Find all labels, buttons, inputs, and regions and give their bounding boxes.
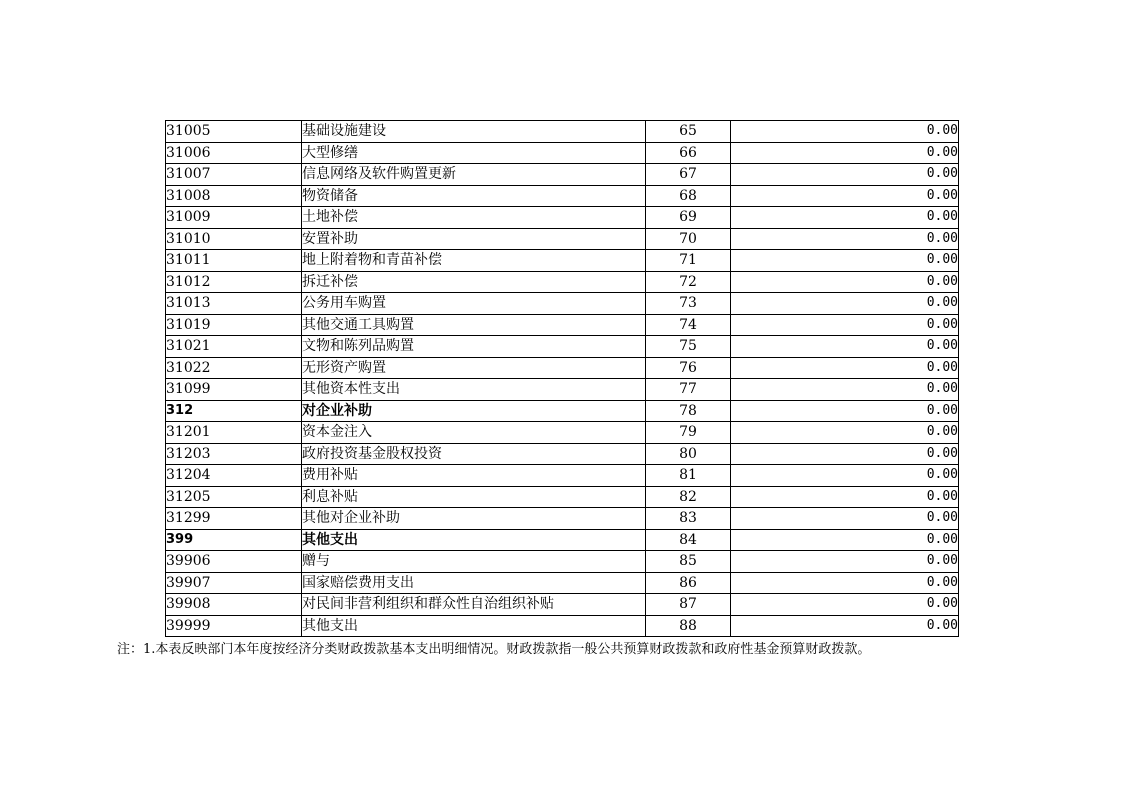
amount-cell: 0.00 bbox=[731, 379, 959, 401]
amount-cell: 0.00 bbox=[731, 314, 959, 336]
account-name-cell: 安置补助 bbox=[302, 228, 646, 250]
line-number-cell: 86 bbox=[646, 572, 731, 594]
account-name-cell: 赠与 bbox=[302, 551, 646, 573]
account-code-cell: 39908 bbox=[166, 594, 302, 616]
account-code-cell: 31009 bbox=[166, 207, 302, 229]
account-name-cell: 其他对企业补助 bbox=[302, 508, 646, 530]
account-code-cell: 31006 bbox=[166, 142, 302, 164]
table-row bbox=[166, 293, 959, 315]
account-code-cell: 31019 bbox=[166, 314, 302, 336]
line-number-cell: 76 bbox=[646, 357, 731, 379]
table-row bbox=[166, 508, 959, 530]
account-code-cell: 39999 bbox=[166, 615, 302, 637]
amount-cell: 0.00 bbox=[731, 400, 959, 422]
account-code-cell: 31010 bbox=[166, 228, 302, 250]
table-row bbox=[166, 142, 959, 164]
table-row bbox=[166, 357, 959, 379]
account-name-cell: 对民间非营利组织和群众性自治组织补贴 bbox=[302, 594, 646, 616]
account-name-cell: 土地补偿 bbox=[302, 207, 646, 229]
account-name-cell: 基础设施建设 bbox=[302, 121, 646, 143]
table-group-row bbox=[166, 400, 959, 422]
expenditure-table bbox=[165, 120, 959, 637]
amount-cell: 0.00 bbox=[731, 142, 959, 164]
account-code-cell: 31205 bbox=[166, 486, 302, 508]
table-row bbox=[166, 572, 959, 594]
account-name-cell: 其他支出 bbox=[302, 615, 646, 637]
table-row bbox=[166, 465, 959, 487]
table-row bbox=[166, 164, 959, 186]
table-row bbox=[166, 486, 959, 508]
line-number-cell: 68 bbox=[646, 185, 731, 207]
account-code-cell: 399 bbox=[166, 529, 302, 551]
account-name-cell: 其他支出 bbox=[302, 529, 646, 551]
table-row bbox=[166, 594, 959, 616]
table-row bbox=[166, 121, 959, 143]
amount-cell: 0.00 bbox=[731, 443, 959, 465]
amount-cell: 0.00 bbox=[731, 250, 959, 272]
account-name-cell: 资本金注入 bbox=[302, 422, 646, 444]
line-number-cell: 87 bbox=[646, 594, 731, 616]
amount-cell: 0.00 bbox=[731, 164, 959, 186]
account-name-cell: 无形资产购置 bbox=[302, 357, 646, 379]
table-body bbox=[166, 121, 959, 637]
account-name-cell: 信息网络及软件购置更新 bbox=[302, 164, 646, 186]
account-name-cell: 对企业补助 bbox=[302, 400, 646, 422]
amount-cell: 0.00 bbox=[731, 529, 959, 551]
amount-cell: 0.00 bbox=[731, 572, 959, 594]
line-number-cell: 74 bbox=[646, 314, 731, 336]
amount-cell: 0.00 bbox=[731, 551, 959, 573]
table-row bbox=[166, 336, 959, 358]
account-code-cell: 31013 bbox=[166, 293, 302, 315]
table-row bbox=[166, 551, 959, 573]
line-number-cell: 75 bbox=[646, 336, 731, 358]
table-row bbox=[166, 250, 959, 272]
account-name-cell: 国家赔偿费用支出 bbox=[302, 572, 646, 594]
amount-cell: 0.00 bbox=[731, 185, 959, 207]
line-number-cell: 85 bbox=[646, 551, 731, 573]
account-name-cell: 拆迁补偿 bbox=[302, 271, 646, 293]
line-number-cell: 73 bbox=[646, 293, 731, 315]
amount-cell: 0.00 bbox=[731, 357, 959, 379]
table-row bbox=[166, 228, 959, 250]
table-row bbox=[166, 185, 959, 207]
account-code-cell: 31008 bbox=[166, 185, 302, 207]
line-number-cell: 82 bbox=[646, 486, 731, 508]
amount-cell: 0.00 bbox=[731, 508, 959, 530]
account-name-cell: 大型修缮 bbox=[302, 142, 646, 164]
account-name-cell: 其他交通工具购置 bbox=[302, 314, 646, 336]
amount-cell: 0.00 bbox=[731, 486, 959, 508]
account-code-cell: 31005 bbox=[166, 121, 302, 143]
account-code-cell: 31203 bbox=[166, 443, 302, 465]
line-number-cell: 71 bbox=[646, 250, 731, 272]
table-row bbox=[166, 422, 959, 444]
account-code-cell: 31299 bbox=[166, 508, 302, 530]
line-number-cell: 79 bbox=[646, 422, 731, 444]
line-number-cell: 83 bbox=[646, 508, 731, 530]
account-code-cell: 39906 bbox=[166, 551, 302, 573]
account-code-cell: 31201 bbox=[166, 422, 302, 444]
line-number-cell: 69 bbox=[646, 207, 731, 229]
amount-cell: 0.00 bbox=[731, 465, 959, 487]
account-name-cell: 物资储备 bbox=[302, 185, 646, 207]
line-number-cell: 88 bbox=[646, 615, 731, 637]
account-code-cell: 31011 bbox=[166, 250, 302, 272]
amount-cell: 0.00 bbox=[731, 422, 959, 444]
amount-cell: 0.00 bbox=[731, 228, 959, 250]
account-name-cell: 公务用车购置 bbox=[302, 293, 646, 315]
account-code-cell: 39907 bbox=[166, 572, 302, 594]
account-code-cell: 31007 bbox=[166, 164, 302, 186]
line-number-cell: 65 bbox=[646, 121, 731, 143]
amount-cell: 0.00 bbox=[731, 207, 959, 229]
line-number-cell: 72 bbox=[646, 271, 731, 293]
table-footnote: 注：1.本表反映部门本年度按经济分类财政拨款基本支出明细情况。财政拨款指一般公共预算财政拨款和政府性基金预算财政拨款。 bbox=[117, 642, 871, 657]
account-code-cell: 31012 bbox=[166, 271, 302, 293]
account-name-cell: 地上附着物和青苗补偿 bbox=[302, 250, 646, 272]
line-number-cell: 78 bbox=[646, 400, 731, 422]
table-row bbox=[166, 443, 959, 465]
line-number-cell: 67 bbox=[646, 164, 731, 186]
amount-cell: 0.00 bbox=[731, 121, 959, 143]
account-name-cell: 利息补贴 bbox=[302, 486, 646, 508]
account-name-cell: 政府投资基金股权投资 bbox=[302, 443, 646, 465]
line-number-cell: 81 bbox=[646, 465, 731, 487]
account-code-cell: 312 bbox=[166, 400, 302, 422]
line-number-cell: 80 bbox=[646, 443, 731, 465]
table-row bbox=[166, 271, 959, 293]
line-number-cell: 66 bbox=[646, 142, 731, 164]
table-row bbox=[166, 615, 959, 637]
table-row bbox=[166, 314, 959, 336]
amount-cell: 0.00 bbox=[731, 293, 959, 315]
account-code-cell: 31022 bbox=[166, 357, 302, 379]
line-number-cell: 70 bbox=[646, 228, 731, 250]
account-name-cell: 费用补贴 bbox=[302, 465, 646, 487]
table-group-row bbox=[166, 529, 959, 551]
account-code-cell: 31099 bbox=[166, 379, 302, 401]
account-name-cell: 其他资本性支出 bbox=[302, 379, 646, 401]
account-code-cell: 31204 bbox=[166, 465, 302, 487]
amount-cell: 0.00 bbox=[731, 615, 959, 637]
line-number-cell: 84 bbox=[646, 529, 731, 551]
line-number-cell: 77 bbox=[646, 379, 731, 401]
amount-cell: 0.00 bbox=[731, 594, 959, 616]
account-code-cell: 31021 bbox=[166, 336, 302, 358]
table-row bbox=[166, 379, 959, 401]
amount-cell: 0.00 bbox=[731, 336, 959, 358]
amount-cell: 0.00 bbox=[731, 271, 959, 293]
account-name-cell: 文物和陈列品购置 bbox=[302, 336, 646, 358]
table-row bbox=[166, 207, 959, 229]
